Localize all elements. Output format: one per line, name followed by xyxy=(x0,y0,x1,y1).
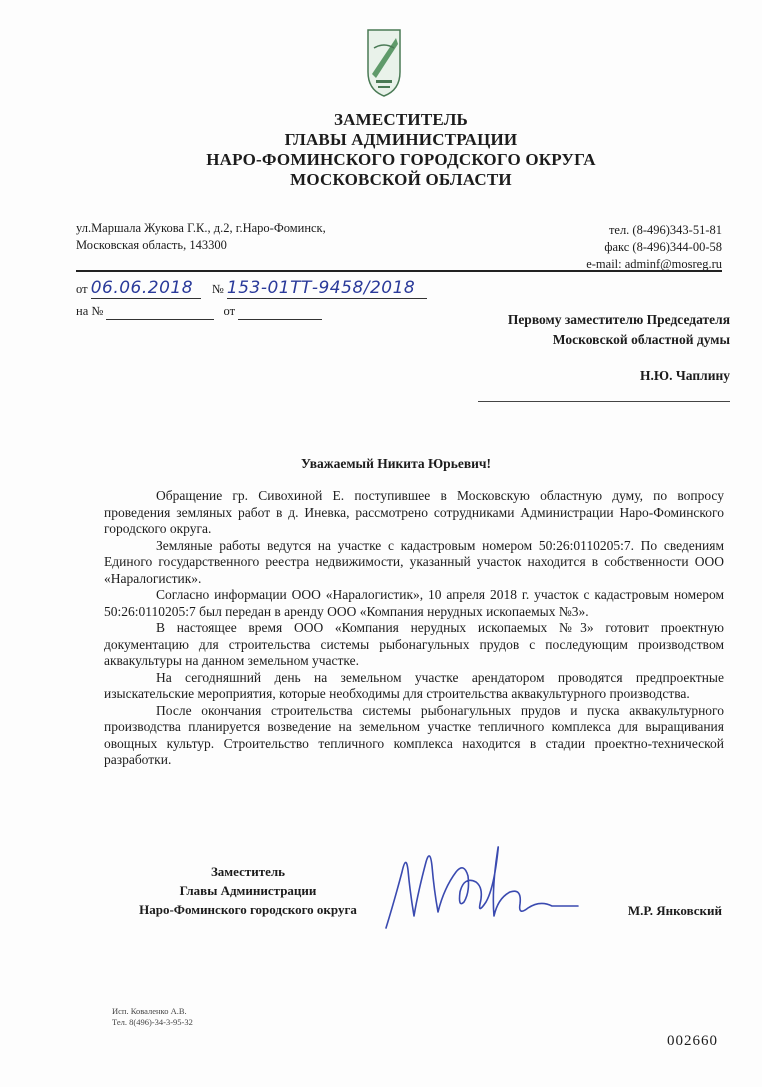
reference-line xyxy=(76,304,322,320)
handwritten-signature xyxy=(372,832,592,942)
fax-text: факс (8-496)344-00-58 xyxy=(604,240,722,254)
body-paragraph: Земляные работы ведутся на участке с кадастровым номером 50:26:0110205:7. По сведениям Единого государственного реестра недвижимости, указанный участок находится в собственности ООО «Наралогистик». xyxy=(104,537,724,586)
number-label: № xyxy=(211,282,224,296)
phone-text: тел. (8-496)343-51-81 xyxy=(608,223,722,237)
recipient-underline xyxy=(478,401,730,402)
registration-line xyxy=(76,278,427,299)
issuer-address xyxy=(76,220,326,254)
letter-body xyxy=(104,488,724,769)
signatory-title-line: Заместитель xyxy=(210,864,286,879)
from-label: от xyxy=(76,282,88,296)
body-paragraph: На сегодняшний день на земельном участке арендатором проводятся предпроектные изыскательские мероприятия, которые необходимы для строительства аквакультурного производства. xyxy=(104,669,724,701)
issuer-title-line: ГЛАВЫ АДМИНИСТРАЦИИ xyxy=(284,130,518,149)
issuer-title-line: НАРО-ФОМИНСКОГО ГОРОДСКОГО ОКРУГА xyxy=(206,150,596,169)
recipient-name: Н.Ю. Чаплину xyxy=(640,368,730,383)
signatory-title-line: Главы Администрации xyxy=(179,883,317,898)
ref-number-blank xyxy=(106,304,214,320)
ref-from-label: от xyxy=(223,304,236,318)
header-divider xyxy=(76,270,722,272)
email-text: e-mail: adminf@mosreg.ru xyxy=(586,257,722,271)
address-line: Московская область, 143300 xyxy=(76,238,227,252)
body-paragraph: Обращение гр. Сивохиной Е. поступившее в Московскую областную думу, по вопросу проведения земляных работ в д. Иневка, рассмотрено сотрудниками Администрации Наро-Фоминского городского округа. xyxy=(104,488,724,536)
ref-label: на № xyxy=(76,304,104,318)
recipient-block xyxy=(508,310,730,350)
issuer-title-line: МОСКОВСКОЙ ОБЛАСТИ xyxy=(290,170,512,189)
executor-name: Исп. Коваленко А.В. xyxy=(112,1006,187,1016)
coat-of-arms-icon xyxy=(366,28,402,98)
executor-info xyxy=(112,1006,193,1028)
body-paragraph: В настоящее время ООО «Компания нерудных ископаемых №3» готовит проектную документацию для строительства системы рыбонагульных прудов с последующим производством аквакультуры на данном земельном участке. xyxy=(104,620,724,668)
signatory-title-line: Наро-Фоминского городского округа xyxy=(139,902,357,917)
body-paragraph: После окончания строительства системы рыбонагульных прудов и пуска аквакультурного производства планируется возведение на земельном участке тепличного комплекса для выращивания овощных культур. Строительство тепличного комплекса находится в стадии проектно-технической разработки. xyxy=(104,702,724,767)
document-number: 002660 xyxy=(667,1033,718,1049)
issuer-title xyxy=(0,110,762,190)
body-paragraph: Согласно информации ООО «Наралогистик», 10 апреля 2018 г. участок с кадастровым номером 50:26:0110205:7 был передан в аренду ООО «Компания нерудных ископаемых №3». xyxy=(104,587,724,619)
address-line: ул.Маршала Жукова Г.К., д.2, г.Наро-Фоминск, xyxy=(76,221,326,235)
issuer-title-line: ЗАМЕСТИТЕЛЬ xyxy=(333,110,469,129)
signatory-title xyxy=(116,862,380,919)
ref-date-blank xyxy=(238,304,322,320)
signer-name: М.Р. Янковский xyxy=(627,903,722,918)
registration-number: 153-01ТТ-9458/2018 xyxy=(227,278,427,299)
executor-phone: Тел. 8(496)-34-3-95-32 xyxy=(112,1017,193,1027)
recipient-line: Первому заместителю Председателя xyxy=(507,312,730,327)
recipient-line: Московской областной думы xyxy=(552,332,730,347)
issuer-contacts xyxy=(586,222,722,273)
salutation: Уважаемый Никита Юрьевич! xyxy=(300,456,492,471)
registration-date: 06.06.2018 xyxy=(91,278,201,299)
